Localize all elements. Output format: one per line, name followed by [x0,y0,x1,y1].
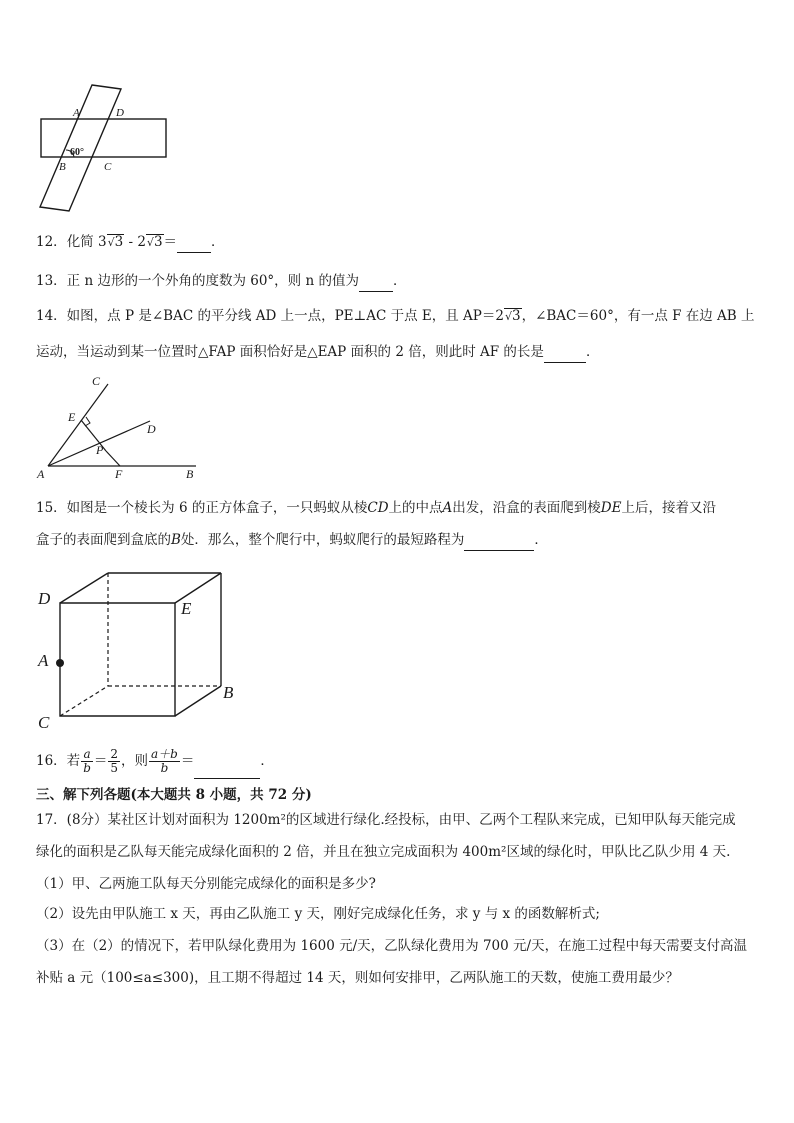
top-edge-left [60,573,108,603]
answer-blank [464,534,534,551]
q12-number: 12． [36,234,67,250]
label-c: C [92,374,101,388]
fraction-a-over-b: $\frac{a}{b}$ [83,747,91,775]
label-d: D [38,589,51,608]
label-f: F [115,467,123,481]
horizontal-strip [41,119,166,157]
answer-blank [177,236,211,253]
q12-equals: ＝ [163,234,178,250]
angle-label: 60° [70,147,84,158]
bottom-right-edge [175,686,221,716]
question-17-line-1: 17．(8分）某社区计划对面积为 1200m²的区域进行绿化.经投标，由甲、乙两个工程队来完成，已知甲队每天能完成 [36,812,736,828]
question-17-part-3-line-1: （3）在（2）的情况下，若甲队绿化费用为 1600 元/天，乙队绿化费用为 700 元/天，在施工过程中每天需要支付高温 [36,938,748,954]
label-e: E [68,410,76,424]
label-c: C [104,161,112,173]
point-a [56,659,64,667]
question-14-line-2: 运动，当运动到某一位置时△FAP 面积恰好是△EAP 面积的 2 倍，则此时 AF 的长是 ． [36,344,599,363]
label-p: P [96,443,104,457]
label-e: E [181,599,192,618]
answer-blank [359,275,393,292]
label-d: D [116,107,124,119]
segment-pf [106,451,120,466]
label-a: A [73,107,80,119]
q14-sqrt: √3 [504,308,521,324]
cube-front-face [60,603,175,716]
question-13: 13．正 n 边形的一个外角的度数为 60°，则 n 的值为 ． [36,273,406,292]
q12-text-b: - 2 [124,234,146,250]
question-17-part-3-line-2: 补贴 a 元（100≤a≤300)，且工期不得超过 14 天，则如何安排甲，乙两队施工的天数，使施工费用最少？ [36,970,679,986]
question-15-line-1: 15．如图是一个棱长为 6 的正方体盒子，一只蚂蚁从棱CD上的中点A出发，沿盒的表面爬到棱DE上后，接着又沿 [36,500,716,516]
question-12: 12．化简 3√3 - 2√3＝ ． [36,234,225,253]
figure-q15-cube [30,568,245,733]
label-b: B [59,161,66,173]
label-b: B [186,467,194,481]
question-17-part-1: （1）甲、乙两施工队每天分别能完成绿化的面积是多少? [36,876,376,892]
q12-sqrt-1: √3 [107,234,124,250]
label-a: A [37,467,45,481]
fraction-2-over-5: $\frac{2}{5}$ [110,747,119,775]
question-15-line-2: 盒子的表面爬到盒底的B处．那么，整个爬行中，蚂蚁爬行的最短路程为 ． [36,532,548,551]
question-17-part-2: （2）设先由甲队施工 x 天，再由乙队施工 y 天，刚好完成绿化任务，求 y 与 x 的函数解析式; [36,906,600,922]
label-a: A [38,651,49,670]
label-d: D [147,422,156,436]
q12-text-a: 化简 3 [66,234,107,250]
figure-q11 [36,78,176,218]
question-17-line-2: 绿化的面积是乙队每天能完成绿化面积的 2 倍，并且在独立完成面积为 400m²区域的绿化时，甲队比乙队少用 4 天. [36,844,731,860]
hidden-bottom-left [60,686,108,716]
question-14-line-1: 14．如图，点 P 是∠BAC 的平分线 AD 上一点，PE⊥AC 于点 E，且 AP＝2√3，∠BAC＝60°，有一点 F 在边 AB 上 [36,308,755,324]
figure-q14 [34,372,204,482]
right-angle-mark [85,417,90,426]
section-title-3: 三、解下列各题(本大题共 8 小题，共 72 分) [36,787,312,803]
label-b: B [223,683,234,702]
label-c: C [38,713,50,732]
answer-blank [194,748,260,779]
fraction-apb-over-b: $\frac{a+b}{b}$ [151,747,178,775]
answer-blank [544,346,586,363]
question-16: 16．若 $\frac{a}{b}$ ＝ $\frac{2}{5}$ ，则 $\frac{a+b}{b}$ ＝ ． [36,746,274,779]
q12-sqrt-2: √3 [146,234,163,250]
